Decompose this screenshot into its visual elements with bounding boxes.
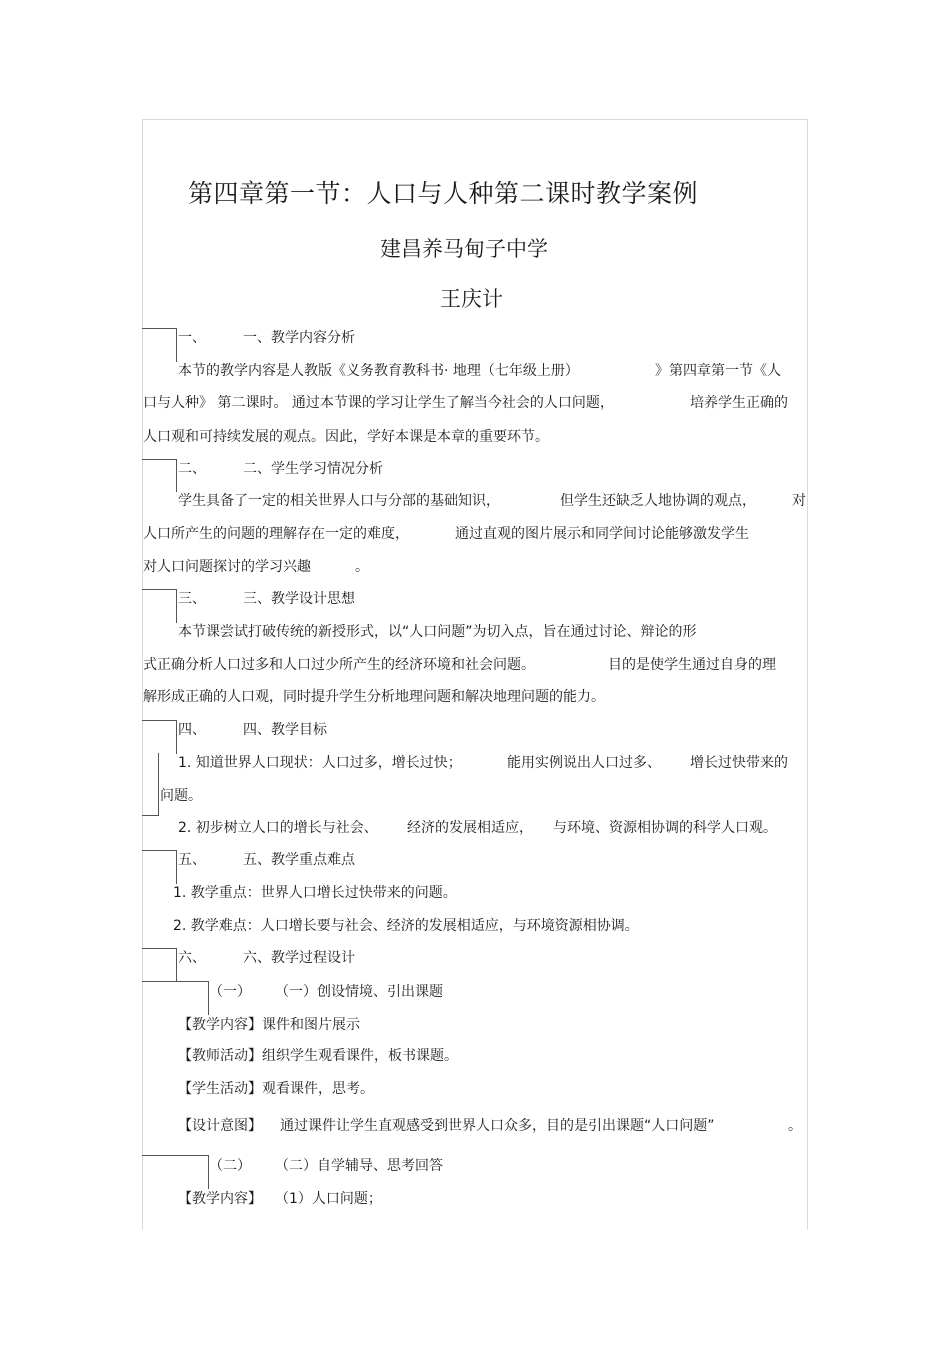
margin-mark <box>142 753 159 816</box>
paragraph-line: 本节的教学内容是人教版《义务教育教科书· 地理（七年级上册） <box>178 363 579 379</box>
subsection-number: （二） <box>209 1158 251 1174</box>
process-line: 通过课件让学生直观感受到世界人口众多，目的是引出课题“人口问题” <box>280 1118 715 1134</box>
process-label: 【设计意图】 <box>178 1118 262 1134</box>
section-number: 五、 <box>178 852 206 868</box>
paragraph-line: 人口观和可持续发展的观点。因此，学好本课是本章的重要环节。 <box>143 429 549 445</box>
margin-mark <box>142 328 177 362</box>
key-point-line: 1. 教学重点：世界人口增长过快带来的问题。 <box>173 885 457 901</box>
margin-mark <box>142 948 177 982</box>
section-heading: 四、教学目标 <box>243 722 327 738</box>
process-line: 。 <box>788 1118 802 1134</box>
paragraph-line: 目的是使学生通过自身的理 <box>608 657 776 673</box>
paragraph-line: 人口所产生的问题的理解存在一定的难度， <box>143 526 409 542</box>
goal-line: 与环境、资源相协调的科学人口观。 <box>553 820 777 836</box>
paragraph-line: 口与人种》 第二课时。 通过本节课的学习让学生了解当今社会的人口问题， <box>143 395 614 411</box>
margin-mark <box>142 981 209 1015</box>
goal-line: 1. 知道世界人口现状：人口过多，增长过快； <box>178 755 462 771</box>
author-name: 王庆计 <box>440 287 503 311</box>
section-heading: 二、学生学习情况分析 <box>243 461 383 477</box>
goal-line: 2. 初步树立人口的增长与社会、 <box>178 820 378 836</box>
process-line: 【教学内容】课件和图片展示 <box>178 1017 360 1033</box>
goal-line: 问题。 <box>160 788 202 804</box>
goal-line: 能用实例说出人口过多、 <box>507 755 661 771</box>
margin-mark <box>142 1155 209 1189</box>
paragraph-line: 解形成正确的人口观，同时提升学生分析地理问题和解决地理问题的能力。 <box>143 689 605 705</box>
margin-mark <box>142 459 177 492</box>
paragraph-line: 。 <box>355 559 369 575</box>
subsection-heading: （一）创设情境、引出课题 <box>275 984 443 1000</box>
margin-mark <box>142 850 177 884</box>
paragraph-line: 但学生还缺乏人地协调的观点， <box>560 493 756 509</box>
margin-mark <box>142 589 177 623</box>
section-heading: 五、教学重点难点 <box>243 852 355 868</box>
process-line: （1）人口问题； <box>275 1191 382 1207</box>
paragraph-line: 式正确分析人口过多和人口过少所产生的经济环境和社会问题。 <box>143 657 535 673</box>
section-heading: 一、教学内容分析 <box>243 330 355 346</box>
key-point-line: 2. 教学难点：人口增长要与社会、经济的发展相适应，与环境资源相协调。 <box>173 918 639 934</box>
margin-mark <box>142 720 177 754</box>
school-name: 建昌养马甸子中学 <box>380 237 548 261</box>
section-number: 六、 <box>178 950 206 966</box>
section-number: 二、 <box>178 461 206 477</box>
section-heading: 六、教学过程设计 <box>243 950 355 966</box>
section-number: 一、 <box>178 330 206 346</box>
section-heading: 三、教学设计思想 <box>243 591 355 607</box>
subsection-heading: （二）自学辅导、思考回答 <box>275 1158 443 1174</box>
paragraph-line: 对人口问题探讨的学习兴趣 <box>143 559 311 575</box>
goal-line: 增长过快带来的 <box>690 755 788 771</box>
paragraph-line: 》第四章第一节《人 <box>655 363 781 379</box>
paragraph-line: 本节课尝试打破传统的新授形式，以“人口问题”为切入点，旨在通过讨论、辩论的形 <box>178 624 697 640</box>
process-label: 【教学内容】 <box>178 1191 262 1207</box>
paragraph-line: 对 <box>792 493 806 509</box>
paragraph-line: 学生具备了一定的相关世界人口与分部的基础知识， <box>178 493 500 509</box>
subsection-number: （一） <box>209 984 251 1000</box>
document-title: 第四章第一节：人口与人种第二课时教学案例 <box>188 179 699 208</box>
paragraph-line: 通过直观的图片展示和同学间讨论能够激发学生 <box>455 526 749 542</box>
section-number: 三、 <box>178 591 206 607</box>
process-line: 【教师活动】组织学生观看课件，板书课题。 <box>178 1048 458 1064</box>
goal-line: 经济的发展相适应， <box>407 820 533 836</box>
process-line: 【学生活动】观看课件，思考。 <box>178 1081 374 1097</box>
section-number: 四、 <box>178 722 206 738</box>
paragraph-line: 培养学生正确的 <box>690 395 788 411</box>
